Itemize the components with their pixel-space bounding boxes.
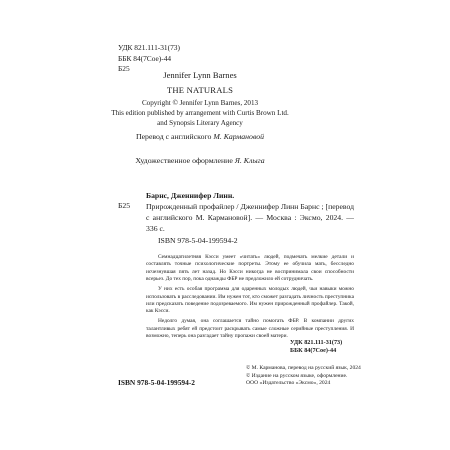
copyright-line: This edition published by arrangement with Curtis Brown Ltd. xyxy=(111,108,289,117)
annotation-paragraph: Семнадцатилетняя Кэсси умеет «читать» людей, подмечать мелкие детали и составлять точные психологические портреты. Этому ее обучила мать, бесследно исчезнувшая пять лет назад. Но Кэсси никогда не воспринимала свои способности всерьез. До тех пор, пока однажды ФБР не предложило ей сотрудничать. xyxy=(146,254,354,283)
copyright-line: © Издание на русском языке, оформление. xyxy=(246,372,348,379)
udk-bottom xyxy=(290,339,342,354)
translator-name: М. Кармановой xyxy=(213,132,265,141)
copyright-line: ООО «Издательство «Эксмо», 2024 xyxy=(246,380,331,387)
udk-code: УДК 821.111-31(73) xyxy=(118,43,180,52)
translation-prefix: Перевод с английского xyxy=(135,132,214,141)
copyright-line: and Synopsis Literary Agency xyxy=(157,118,243,127)
original-author: Jennifer Lynn Barnes xyxy=(163,70,237,80)
bbk-code: ББК 84(7Сое)-44 xyxy=(118,53,172,63)
russian-copyright xyxy=(246,365,361,388)
annotation-paragraph: У них есть особая программа для одаренных молодых людей, чьи навыки можно использовать в расследовании. Им нужен тот, кто сможет разгадать личность преступника или предсказать поведение подозреваемого. Им нужен прирожденный профайлер. Такой, как Кэсси. xyxy=(146,286,354,315)
art-prefix: Художественное оформление xyxy=(135,156,235,165)
bib-mark: Б25 xyxy=(118,201,131,210)
annotation-paragraph: Недолго думая, она соглашается тайно помогать ФБР. В компании других талантливых ребят ей предстоит раскрывать самые сложные серийные преступления. И возможно, теперь она разгадает тайну пропажи своей матери. xyxy=(146,318,354,340)
copyright-line: Copyright © Jennifer Lynn Barnes, 2013 xyxy=(141,99,259,107)
bbk-code: ББК 84(7Сое)-44 xyxy=(290,346,337,354)
udk-code: УДК 821.111-31(73) xyxy=(290,339,343,346)
copyright-line: © М. Карманова, перевод на русский язык, 2024 xyxy=(246,365,361,371)
bib-isbn: ISBN 978-5-04-199594-2 xyxy=(158,236,238,245)
art-credit xyxy=(135,156,264,165)
original-title: THE NATURALS xyxy=(166,85,234,95)
bib-heading: Барнс, Дженнифер Линн. xyxy=(146,191,235,200)
original-copyright xyxy=(111,99,289,128)
author-mark: Б25 xyxy=(118,64,130,73)
bib-description: Прирожденный профайлер / Дженнифер Линн Барнс ; [перевод с английского М. Кармановой]. — Москва : Эксмо, 2024. — 336 с. xyxy=(146,202,354,233)
isbn-bottom: ISBN 978-5-04-199594-2 xyxy=(118,378,195,387)
translation-credit xyxy=(136,132,264,141)
artist-name: Я. Клыга xyxy=(234,156,265,165)
annotation xyxy=(146,254,354,341)
